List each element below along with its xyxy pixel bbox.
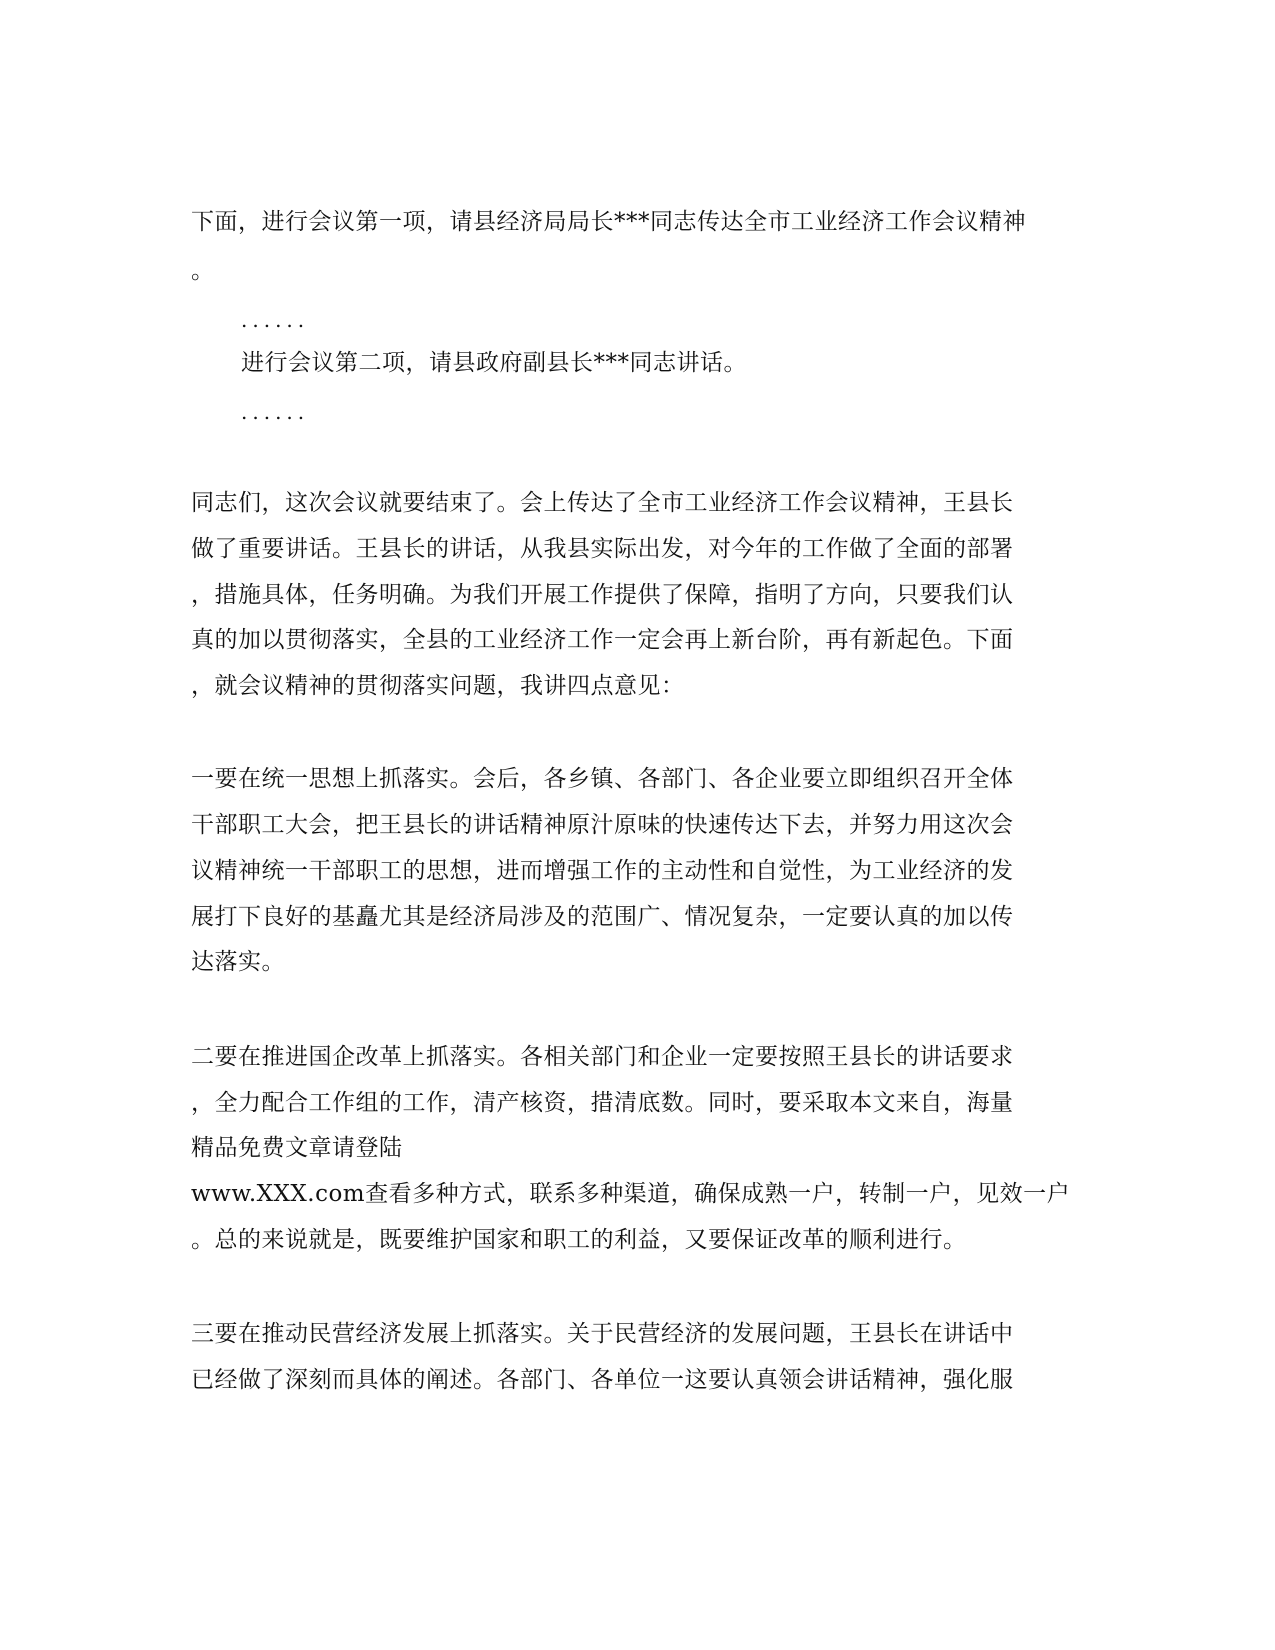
text-line: 精品免费文章请登陆 bbox=[191, 1135, 403, 1161]
text-line: 议精神统一干部职工的思想，进而增强工作的主动性和自觉性，为工业经济的发 bbox=[191, 858, 1014, 884]
text-line: ，就会议精神的贯彻落实问题，我讲四点意见： bbox=[191, 673, 685, 699]
text-line: 同志们，这次会议就要结束了。会上传达了全市工业经济工作会议精神，王县长 bbox=[191, 490, 1014, 516]
text-line: 进行会议第二项，请县政府副县长***同志讲话。 bbox=[241, 350, 747, 376]
text-line: 干部职工大会，把王县长的讲话精神原汁原味的快速传达下去，并努力用这次会 bbox=[191, 812, 1014, 838]
text-line: 做了重要讲话。王县长的讲话，从我县实际出发，对今年的工作做了全面的部署 bbox=[191, 536, 1014, 562]
text-line: 。 bbox=[191, 258, 215, 284]
text-line: 已经做了深刻而具体的阐述。各部门、各单位一这要认真领会讲话精神，强化服 bbox=[191, 1367, 1014, 1393]
text-line: 二要在推进国企改革上抓落实。各相关部门和企业一定要按照王县长的讲话要求 bbox=[191, 1044, 1014, 1070]
text-line: 展打下良好的基矗尤其是经济局涉及的范围广、情况复杂，一定要认真的加以传 bbox=[191, 904, 1014, 930]
text-line: 三要在推动民营经济发展上抓落实。关于民营经济的发展问题，王县长在讲话中 bbox=[191, 1321, 1014, 1347]
text-line: www.XXX.com查看多种方式，联系多种渠道，确保成熟一户，转制一户，见效一户 bbox=[191, 1181, 1071, 1207]
ellipsis-line: ...... bbox=[241, 308, 310, 332]
text-line: 下面，进行会议第一项，请县经济局局长***同志传达全市工业经济工作会议精神 bbox=[191, 209, 1026, 235]
text-line: ，全力配合工作组的工作，清产核资，措清底数。同时，要采取本文来自，海量 bbox=[191, 1090, 1014, 1116]
text-line: 达落实。 bbox=[191, 949, 285, 975]
text-line: 真的加以贯彻落实，全县的工业经济工作一定会再上新台阶，再有新起色。下面 bbox=[191, 627, 1014, 653]
ellipsis-line: ...... bbox=[241, 400, 310, 424]
text-line: 一要在统一思想上抓落实。会后，各乡镇、各部门、各企业要立即组织召开全体 bbox=[191, 766, 1014, 792]
text-line: ，措施具体，任务明确。为我们开展工作提供了保障，指明了方向，只要我们认 bbox=[191, 582, 1014, 608]
text-line: 。总的来说就是，既要维护国家和职工的利益，又要保证改革的顺利进行。 bbox=[191, 1227, 967, 1253]
